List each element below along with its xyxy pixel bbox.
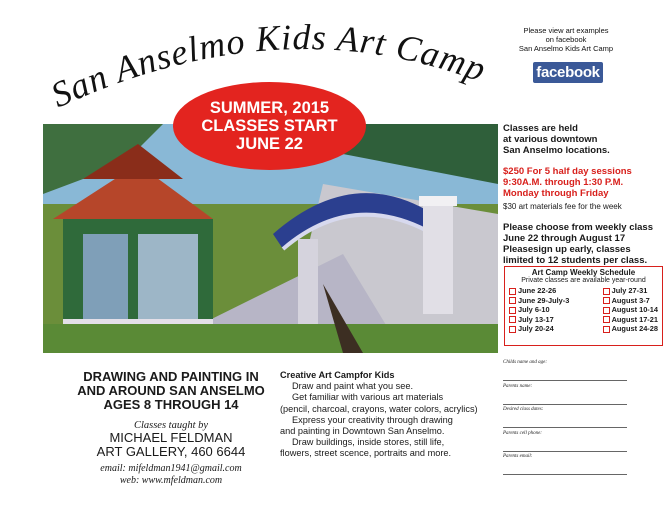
week-label: July 27-31 xyxy=(611,286,648,295)
field-label: Parents email: xyxy=(503,454,533,459)
facebook-note-line: Please view art examples xyxy=(523,26,609,35)
schedule-week-option[interactable] xyxy=(509,315,569,325)
description-line: flowers, street scence, portraits and more. xyxy=(280,448,452,459)
info-location-line: San Anselmo locations. xyxy=(503,145,610,156)
week-label: August 17-21 xyxy=(611,314,658,324)
registration-form xyxy=(503,360,628,478)
schedule-week-option[interactable] xyxy=(603,286,658,296)
week-label: August 10-14 xyxy=(611,305,658,315)
classes-start-banner xyxy=(173,82,366,170)
checkbox[interactable] xyxy=(603,316,610,323)
banner-line: SUMMER, 2015 xyxy=(209,99,330,117)
info-choose-line: Pleasesign up early, classes xyxy=(503,244,631,255)
schedule-subtitle: Private classes are available year-round xyxy=(521,277,646,284)
info-materials-fee: $30 art materials fee for the week xyxy=(503,202,622,211)
child-name-field[interactable] xyxy=(503,360,628,384)
camp-title-text: San Anselmo Kids Art Camp xyxy=(44,17,492,116)
schedule-title: Art Camp Weekly Schedule xyxy=(531,268,636,277)
summary-ages: AGES 8 THROUGH 14 xyxy=(103,397,239,412)
checkbox[interactable] xyxy=(603,288,610,295)
description-line: (pencil, charcoal, crayons, water colors, acrylics) xyxy=(280,403,478,414)
week-label: August 3-7 xyxy=(611,295,650,305)
camp-summary xyxy=(40,370,302,487)
facebook-logo[interactable]: facebook xyxy=(533,62,603,83)
info-choose-line: Please choose from weekly class xyxy=(503,222,653,233)
checkbox[interactable] xyxy=(509,288,516,295)
schedule-week-option[interactable] xyxy=(603,315,658,325)
field-label: Desired class dates: xyxy=(503,407,544,412)
taught-by-label: Classes taught by xyxy=(133,420,209,431)
info-location-line: Classes are held xyxy=(503,123,578,134)
schedule-week-option[interactable] xyxy=(509,324,569,334)
checkbox[interactable] xyxy=(509,326,516,333)
schedule-week-option[interactable] xyxy=(509,296,569,306)
schedule-week-option[interactable] xyxy=(603,324,658,334)
schedule-week-option[interactable] xyxy=(603,296,658,306)
camp-info xyxy=(503,123,668,266)
field-label: Parents name: xyxy=(503,383,533,389)
checkbox[interactable] xyxy=(509,316,516,323)
class-dates-field[interactable] xyxy=(503,407,628,431)
info-days-line: Monday through Friday xyxy=(503,188,609,199)
contact-website[interactable]: web: www.mfeldman.com xyxy=(119,475,223,486)
info-hours-line: 9:30A.M. through 1:30 P.M. xyxy=(503,177,624,188)
parent-name-field[interactable] xyxy=(503,384,628,408)
description-heading: Creative Art Campfor Kids xyxy=(280,370,395,380)
schedule-week-option[interactable] xyxy=(509,305,569,315)
schedule-week-option[interactable] xyxy=(603,305,658,315)
description-line: Get familiar with various art materials xyxy=(292,392,444,403)
week-label: July 6-10 xyxy=(518,305,550,315)
info-location-line: at various downtown xyxy=(503,134,598,145)
facebook-note xyxy=(506,26,626,53)
banner-line: CLASSES START xyxy=(201,117,338,135)
week-label: July 13-17 xyxy=(518,314,554,324)
description-line: Express your creativity through drawing xyxy=(292,414,453,425)
week-label: June 22-26 xyxy=(518,286,557,295)
description-line: Draw buildings, inside stores, still life, xyxy=(292,437,445,448)
schedule-right-column xyxy=(603,286,658,334)
description-line: and painting in Downtown San Anselmo. xyxy=(280,426,445,437)
parent-email-field[interactable] xyxy=(503,454,628,478)
info-choose-line: June 22 through August 17 xyxy=(503,233,626,244)
facebook-note-line: San Anselmo Kids Art Camp xyxy=(518,44,614,53)
info-price-line: $250 For 5 half day sessions xyxy=(503,166,632,177)
summary-heading-line: AND AROUND SAN ANSELMO xyxy=(77,383,265,398)
info-choose-line: limited to 12 students per class. xyxy=(503,255,648,266)
field-label: Childs name and age: xyxy=(503,360,548,365)
checkbox[interactable] xyxy=(603,326,610,333)
camp-description xyxy=(280,370,490,460)
description-line: Draw and paint what you see. xyxy=(292,381,414,392)
facebook-note-line: on facebook xyxy=(545,35,587,44)
contact-email[interactable]: email: mifeldman1941@gmail.com xyxy=(100,463,242,474)
gallery-phone: ART GALLERY, 460 6644 xyxy=(96,444,246,459)
parent-phone-field[interactable] xyxy=(503,431,628,455)
week-label: July 20-24 xyxy=(518,324,554,334)
checkbox[interactable] xyxy=(509,307,516,314)
weekly-schedule-box xyxy=(504,266,663,346)
summary-heading-line: DRAWING AND PAINTING IN xyxy=(83,369,259,384)
week-label: June 29-July-3 xyxy=(518,295,570,305)
teacher-name: MICHAEL FELDMAN xyxy=(109,430,233,445)
checkbox[interactable] xyxy=(603,307,610,314)
field-label: Parents cell phone: xyxy=(503,430,542,436)
banner-line: JUNE 22 xyxy=(236,135,303,153)
checkbox[interactable] xyxy=(603,297,610,304)
schedule-week-option[interactable] xyxy=(509,286,569,296)
schedule-left-column xyxy=(509,286,569,334)
week-label: August 24-28 xyxy=(611,324,658,334)
checkbox[interactable] xyxy=(509,297,516,304)
